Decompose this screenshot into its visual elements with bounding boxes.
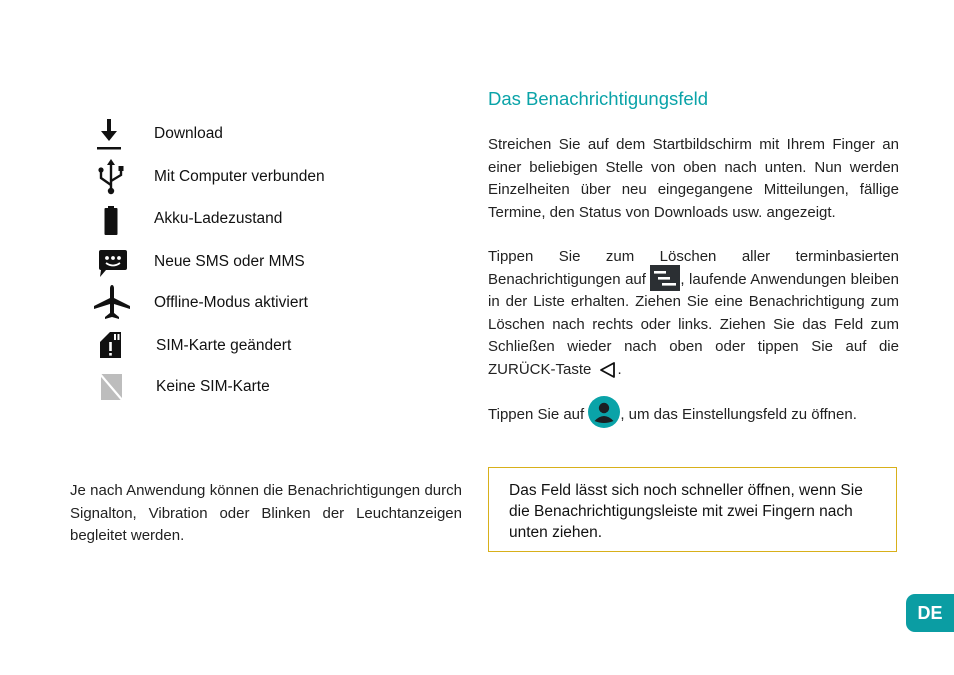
paragraph-text: Tippen Sie zum Löschen aller terminbasierten Benachrichtigungen auf bbox=[488, 248, 899, 288]
battery-icon bbox=[94, 201, 130, 237]
settings-paragraph bbox=[488, 402, 899, 428]
status-label: Download bbox=[154, 125, 223, 142]
message-icon bbox=[94, 244, 130, 280]
status-row-airplane bbox=[94, 285, 424, 321]
sim-changed-icon bbox=[94, 328, 130, 364]
paragraph-text: Tippen Sie auf bbox=[488, 405, 589, 423]
status-row-no-sim bbox=[94, 369, 424, 405]
usb-icon bbox=[94, 159, 130, 195]
status-label: Mit Computer verbunden bbox=[154, 168, 325, 185]
status-label: SIM-Karte geändert bbox=[156, 337, 292, 354]
status-row-sim-changed bbox=[94, 328, 424, 364]
paragraph-text: . bbox=[617, 360, 622, 378]
language-tab-label: DE bbox=[917, 602, 943, 623]
settings-avatar-icon bbox=[588, 396, 620, 428]
sound-vibration-paragraph: Je nach Anwendung können die Benachrichtigungen durch Signalton, Vibration oder Blinken der Leuchtanzeigen begleitet werden. bbox=[70, 482, 462, 545]
clear-notifications-paragraph bbox=[488, 246, 899, 382]
clear-all-icon bbox=[650, 265, 680, 291]
swipe-paragraph: Streichen Sie auf dem Startbildschirm mit Ihrem Finger an einer beliebigen Stelle von oben nach unten. Nun werden Einzelheiten über neu eingegangene Mitteilungen, fällige Termine, den Status von Downloads usw. angezeigt. bbox=[488, 136, 899, 221]
status-label: Keine SIM-Karte bbox=[156, 378, 270, 395]
status-row-usb bbox=[94, 159, 424, 195]
no-sim-icon bbox=[94, 369, 130, 405]
language-tab bbox=[906, 594, 954, 632]
tip-note-text: Das Feld lässt sich noch schneller öffnen, wenn Sie die Benachrichtigungsleiste mit zwei Fingern nach unten ziehen. bbox=[509, 482, 863, 541]
status-row-message bbox=[94, 244, 424, 280]
status-row-download bbox=[94, 116, 424, 152]
status-label: Neue SMS oder MMS bbox=[154, 253, 305, 270]
back-icon bbox=[596, 361, 618, 379]
airplane-icon bbox=[94, 285, 130, 321]
status-label: Akku-Ladezustand bbox=[154, 210, 283, 227]
paragraph-text: , laufende Anwendungen bleiben in der Liste erhalten. Ziehen Sie eine Benachrichtigung zum Löschen nach rechts oder links. Ziehen Sie das Feld zum Schließen wieder nach oben oder tippen Sie auf die ZURÜCK-Taste bbox=[488, 270, 899, 378]
status-row-battery bbox=[94, 201, 424, 237]
download-icon bbox=[94, 116, 130, 152]
section-heading: Das Benachrichtigungsfeld bbox=[488, 88, 709, 109]
status-label: Offline-Modus aktiviert bbox=[154, 294, 308, 311]
tip-note-box bbox=[488, 467, 897, 552]
paragraph-text: , um das Einstellungsfeld zu öffnen. bbox=[620, 405, 857, 423]
